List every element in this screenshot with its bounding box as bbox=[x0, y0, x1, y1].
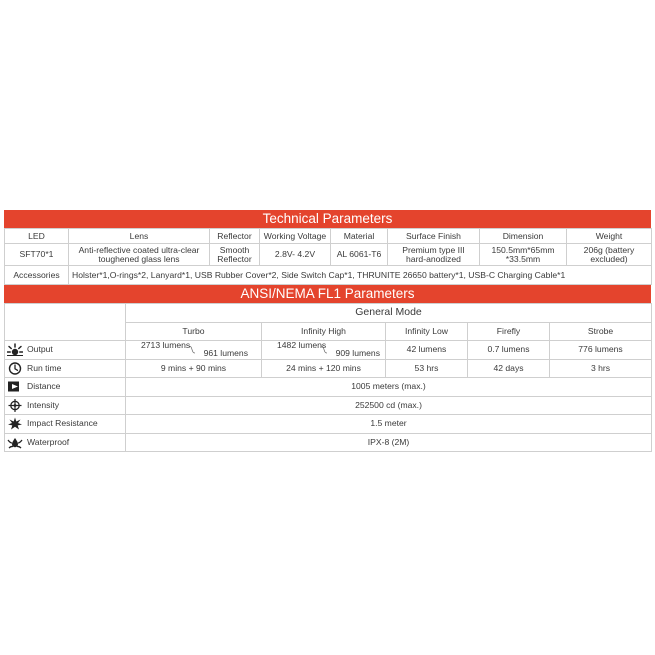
runtime-label-cell bbox=[5, 359, 126, 378]
value-weight: 206g (battery excluded) bbox=[567, 244, 652, 266]
value-working-voltage: 2.8V- 4.2V bbox=[260, 244, 331, 266]
mode-header-row bbox=[5, 322, 652, 341]
output-infinity-low: 42 lumens bbox=[386, 341, 468, 360]
ansi-parameters-table bbox=[4, 303, 652, 452]
output-row bbox=[5, 341, 652, 360]
intensity-row bbox=[5, 396, 652, 415]
value-dimension: 150.5mm*65mm *33.5mm bbox=[480, 244, 567, 266]
mode-turbo: Turbo bbox=[126, 322, 262, 341]
output-turbo bbox=[126, 341, 262, 360]
intensity-value: 252500 cd (max.) bbox=[126, 396, 652, 415]
value-surface-finish: Premium type III hard-anodized bbox=[388, 244, 480, 266]
header-weight: Weight bbox=[567, 229, 652, 244]
value-led: SFT70*1 bbox=[5, 244, 69, 266]
crosshair-icon bbox=[7, 399, 23, 412]
impact-value: 1.5 meter bbox=[126, 415, 652, 434]
high-output-end: 909 lumens bbox=[335, 348, 380, 359]
mode-firefly: Firefly bbox=[468, 322, 550, 341]
header-material: Material bbox=[331, 229, 388, 244]
blank-corner bbox=[5, 304, 126, 323]
output-label-cell bbox=[5, 341, 126, 360]
waterproof-label-cell bbox=[5, 433, 126, 452]
general-mode-header: General Mode bbox=[126, 304, 652, 323]
blank-corner-2 bbox=[5, 322, 126, 341]
spec-sheet bbox=[4, 210, 651, 452]
output-firefly: 0.7 lumens bbox=[468, 341, 550, 360]
distance-row bbox=[5, 378, 652, 397]
impact-icon bbox=[7, 417, 23, 430]
technical-parameters-table bbox=[4, 228, 652, 285]
distance-label-cell bbox=[5, 378, 126, 397]
accessories-label: Accessories bbox=[5, 266, 69, 285]
intensity-label-cell bbox=[5, 396, 126, 415]
ansi-parameters-title: ANSI/NEMA FL1 Parameters bbox=[4, 285, 651, 303]
header-reflector: Reflector bbox=[210, 229, 260, 244]
header-working-voltage: Working Voltage bbox=[260, 229, 331, 244]
runtime-label: Run time bbox=[27, 362, 62, 373]
technical-parameters-title: Technical Parameters bbox=[4, 210, 651, 228]
runtime-infinity-low: 53 hrs bbox=[386, 359, 468, 378]
value-material: AL 6061-T6 bbox=[331, 244, 388, 266]
accessories-row bbox=[5, 266, 652, 285]
turbo-output-end: 961 lumens bbox=[203, 348, 248, 359]
runtime-strobe: 3 hrs bbox=[550, 359, 652, 378]
runtime-turbo: 9 mins + 90 mins bbox=[126, 359, 262, 378]
impact-label-cell bbox=[5, 415, 126, 434]
sun-icon bbox=[7, 343, 23, 356]
distance-value: 1005 meters (max.) bbox=[126, 378, 652, 397]
impact-label: Impact Resistance bbox=[27, 418, 98, 429]
waterproof-value: IPX-8 (2M) bbox=[126, 433, 652, 452]
beam-distance-icon bbox=[7, 380, 23, 393]
waterproof-label: Waterproof bbox=[27, 436, 70, 447]
impact-row bbox=[5, 415, 652, 434]
technical-header-row bbox=[5, 229, 652, 244]
runtime-infinity-high: 24 mins + 120 mins bbox=[262, 359, 386, 378]
value-reflector: Smooth Reflector bbox=[210, 244, 260, 266]
mode-infinity-high: Infinity High bbox=[262, 322, 386, 341]
runtime-row bbox=[5, 359, 652, 378]
distance-label: Distance bbox=[27, 381, 61, 392]
water-splash-icon bbox=[7, 436, 23, 449]
mode-strobe: Strobe bbox=[550, 322, 652, 341]
runtime-firefly: 42 days bbox=[468, 359, 550, 378]
waterproof-row bbox=[5, 433, 652, 452]
high-output-start: 1482 lumens bbox=[277, 340, 327, 351]
turbo-output-start: 2713 lumens bbox=[141, 340, 191, 351]
output-strobe: 776 lumens bbox=[550, 341, 652, 360]
value-lens: Anti-reflective coated ultra-clear toughened glass lens bbox=[69, 244, 210, 266]
header-lens: Lens bbox=[69, 229, 210, 244]
clock-icon bbox=[7, 362, 23, 375]
output-infinity-high bbox=[262, 341, 386, 360]
output-label: Output bbox=[27, 344, 53, 355]
general-mode-row bbox=[5, 304, 652, 323]
intensity-label: Intensity bbox=[27, 399, 60, 410]
accessories-value: Holster*1,O-rings*2, Lanyard*1, USB Rubber Cover*2, Side Switch Cap*1, THRUNITE 26650 battery*1, USB-C Charging Cable*1 bbox=[69, 266, 652, 285]
header-dimension: Dimension bbox=[480, 229, 567, 244]
header-surface-finish: Surface Finish bbox=[388, 229, 480, 244]
header-led: LED bbox=[5, 229, 69, 244]
technical-value-row bbox=[5, 244, 652, 266]
mode-infinity-low: Infinity Low bbox=[386, 322, 468, 341]
